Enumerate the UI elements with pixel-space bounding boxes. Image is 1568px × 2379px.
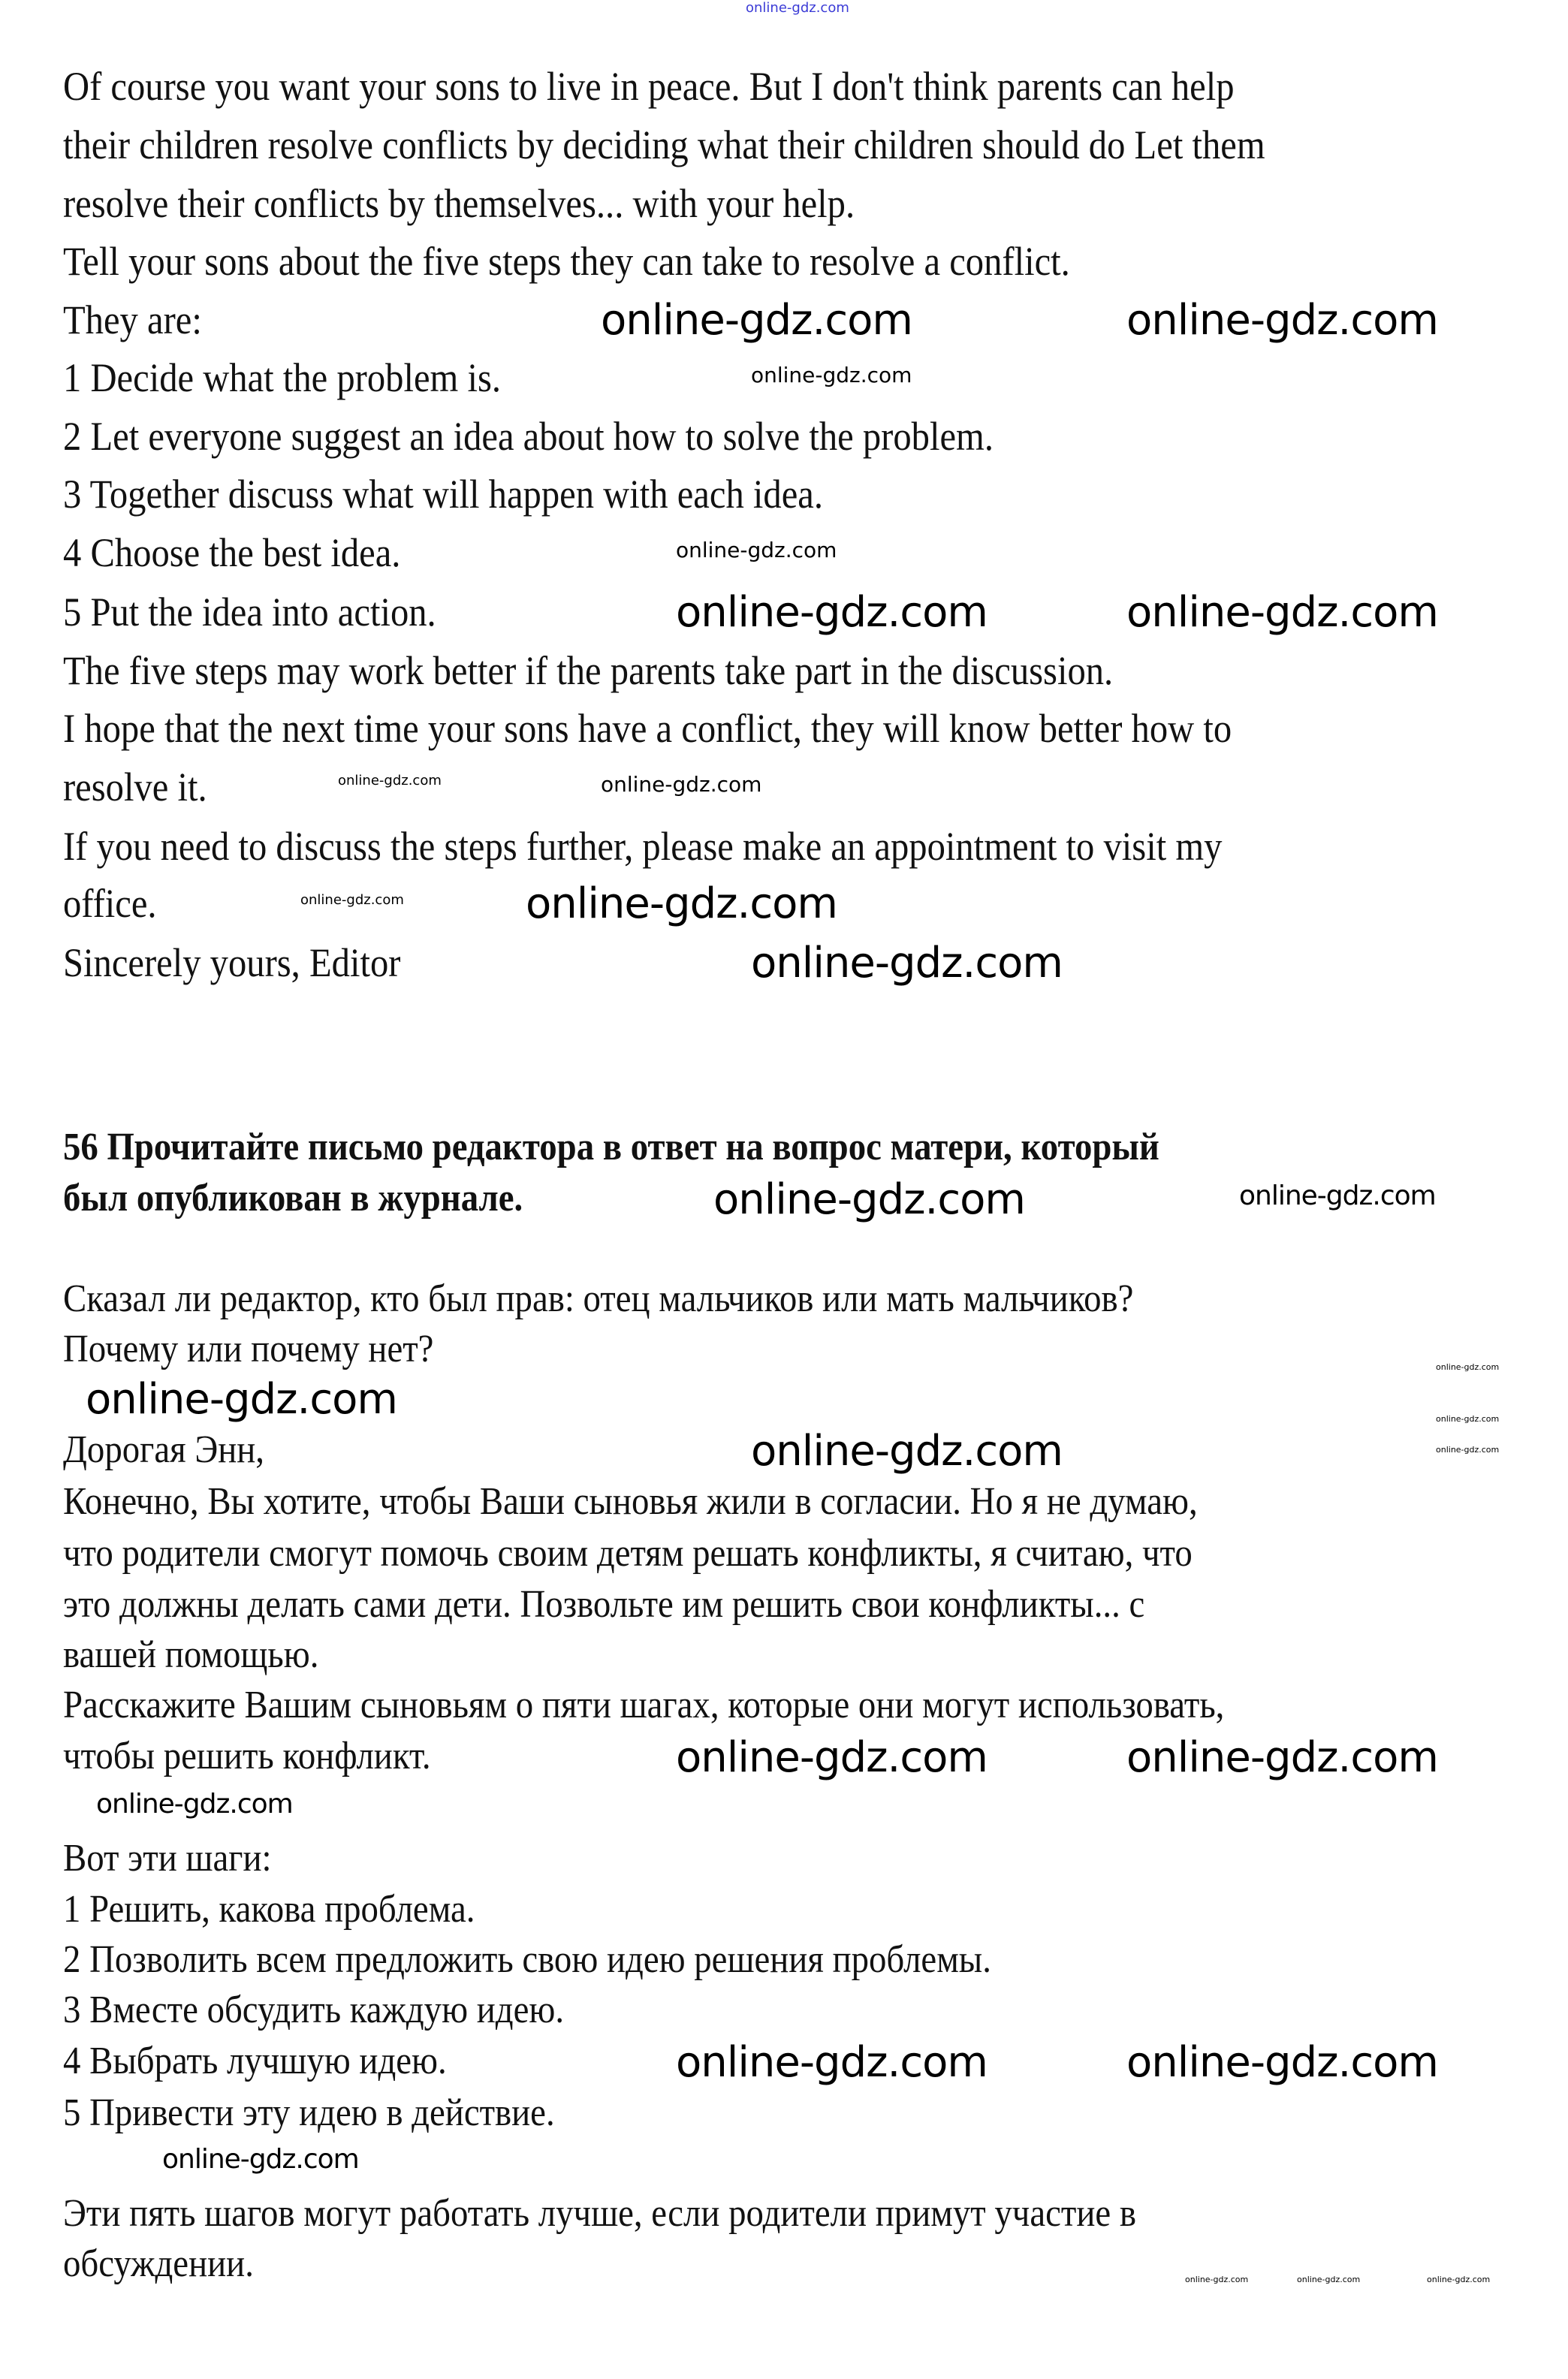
watermark: online-gdz.com <box>751 939 1063 987</box>
watermark: online-gdz.com <box>1427 2275 1491 2284</box>
watermark: online-gdz.com <box>676 588 988 637</box>
text-line: I hope that the next time your sons have a conflict, they will know better how to <box>63 706 1232 751</box>
watermark: online-gdz.com <box>746 0 849 16</box>
text-line: They are: <box>63 297 202 342</box>
watermark: online-gdz.com <box>162 2144 359 2175</box>
watermark: online-gdz.com <box>1126 588 1438 637</box>
text-line: Дорогая Энн, <box>63 1428 265 1471</box>
text-line: 1 Решить, какова проблема. <box>63 1888 475 1931</box>
watermark: online-gdz.com <box>676 2038 988 2087</box>
watermark: online-gdz.com <box>676 1733 988 1782</box>
heading-line: 56 Прочитайте письмо редактора в ответ на вопрос матери, который <box>63 1126 1159 1168</box>
text-line: 1 Decide what the problem is. <box>63 355 502 400</box>
text-line: resolve their conflicts by themselves... with your help. <box>63 181 855 226</box>
heading-line: был опубликован в журнале. <box>63 1177 523 1220</box>
text-line: обсуждении. <box>63 2242 254 2285</box>
text-line: 4 Choose the best idea. <box>63 530 401 575</box>
text-line: это должны делать сами дети. Позвольте им решить свои конфликты... с <box>63 1583 1145 1626</box>
watermark: online-gdz.com <box>300 892 404 908</box>
watermark: online-gdz.com <box>526 879 837 928</box>
watermark: online-gdz.com <box>601 772 762 797</box>
watermark: online-gdz.com <box>1297 2275 1361 2284</box>
text-line: 4 Выбрать лучшую идею. <box>63 2040 447 2082</box>
text-line: office. <box>63 881 157 926</box>
text-line: Tell your sons about the five steps they can take to resolve a conflict. <box>63 239 1070 284</box>
watermark: online-gdz.com <box>751 1427 1063 1476</box>
watermark: online-gdz.com <box>1185 2275 1249 2284</box>
text-line: 2 Позволить всем предложить свою идею решения проблемы. <box>63 1938 991 1981</box>
watermark: online-gdz.com <box>1126 296 1438 345</box>
watermark: online-gdz.com <box>96 1789 293 1820</box>
text-line: If you need to discuss the steps further, please make an appointment to visit my <box>63 824 1223 869</box>
watermark: online-gdz.com <box>1239 1180 1436 1211</box>
watermark: online-gdz.com <box>86 1375 397 1424</box>
text-line: 5 Put the idea into action. <box>63 589 436 635</box>
watermark: online-gdz.com <box>1126 1733 1438 1782</box>
text-line: Вот эти шаги: <box>63 1837 272 1880</box>
watermark: online-gdz.com <box>713 1175 1025 1224</box>
text-line: Of course you want your sons to live in peace. But I don't think parents can help <box>63 64 1235 109</box>
text-line: their children resolve conflicts by deciding what their children should do Let them <box>63 122 1265 167</box>
watermark: online-gdz.com <box>1436 1445 1500 1455</box>
text-line: The five steps may work better if the parents take part in the discussion. <box>63 648 1114 693</box>
text-line: вашей помощью. <box>63 1633 319 1676</box>
watermark: online-gdz.com <box>338 773 442 788</box>
watermark: online-gdz.com <box>676 538 837 562</box>
watermark: online-gdz.com <box>601 296 912 345</box>
watermark: online-gdz.com <box>1436 1414 1500 1424</box>
text-line: Конечно, Вы хотите, чтобы Ваши сыновья жили в согласии. Но я не думаю, <box>63 1480 1198 1523</box>
text-line: resolve it. <box>63 764 207 810</box>
text-line: Эти пять шагов могут работать лучше, если родители примут участие в <box>63 2192 1136 2235</box>
text-line: 3 Together discuss what will happen with each idea. <box>63 472 823 517</box>
question-line: Сказал ли редактор, кто был прав: отец мальчиков или мать мальчиков? <box>63 1277 1134 1320</box>
watermark: online-gdz.com <box>1126 2038 1438 2087</box>
text-line: 3 Вместе обсудить каждую идею. <box>63 1989 565 2031</box>
text-line: 5 Привести эту идею в действие. <box>63 2091 555 2134</box>
text-line: чтобы решить конфликт. <box>63 1735 431 1777</box>
text-line: Расскажите Вашим сыновьям о пяти шагах, которые они могут использовать, <box>63 1684 1225 1726</box>
question-line: Почему или почему нет? <box>63 1328 434 1370</box>
signature-line: Sincerely yours, Editor <box>63 940 401 985</box>
text-line: что родители смогут помочь своим детям решать конфликты, я считаю, что <box>63 1532 1193 1575</box>
watermark: online-gdz.com <box>1436 1362 1500 1372</box>
watermark: online-gdz.com <box>751 363 912 387</box>
text-line: 2 Let everyone suggest an idea about how to solve the problem. <box>63 414 994 459</box>
